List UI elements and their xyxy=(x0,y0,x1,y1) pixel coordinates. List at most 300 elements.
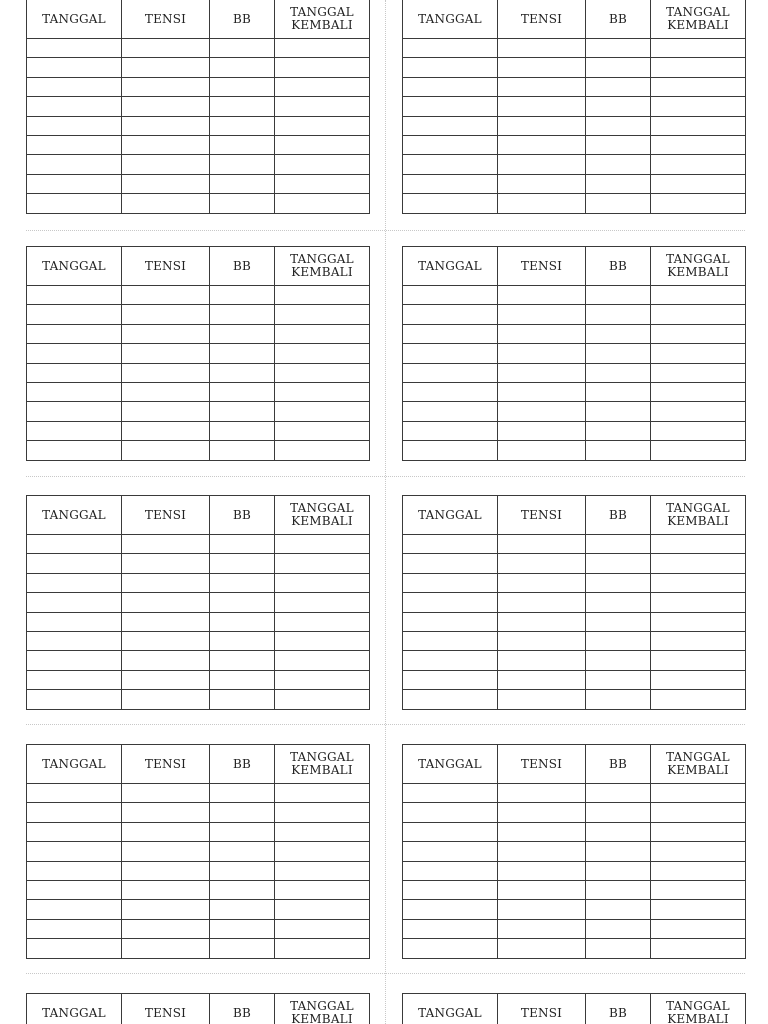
table-cell[interactable] xyxy=(27,690,122,709)
table-cell[interactable] xyxy=(27,919,122,938)
table-cell[interactable] xyxy=(275,651,370,670)
header-tanggal: TANGGAL xyxy=(403,994,498,1024)
table-cell[interactable] xyxy=(403,842,498,861)
table-cell[interactable] xyxy=(275,803,370,822)
table-cell[interactable] xyxy=(27,593,122,612)
table-cell[interactable] xyxy=(498,421,586,440)
table-cell[interactable] xyxy=(651,305,746,324)
table-cell[interactable] xyxy=(122,939,210,958)
table-cell[interactable] xyxy=(403,194,498,213)
table-cell[interactable] xyxy=(27,324,122,343)
table-cell[interactable] xyxy=(651,77,746,96)
table-cell[interactable] xyxy=(651,670,746,689)
table-cell[interactable] xyxy=(210,324,275,343)
table-cell[interactable] xyxy=(498,58,586,77)
table-cell[interactable] xyxy=(210,421,275,440)
table-cell[interactable] xyxy=(498,880,586,899)
table-cell[interactable] xyxy=(210,535,275,554)
table-cell[interactable] xyxy=(210,155,275,174)
table-cell[interactable] xyxy=(210,174,275,193)
table-cell[interactable] xyxy=(586,441,651,460)
table-cell[interactable] xyxy=(122,670,210,689)
table-cell[interactable] xyxy=(403,880,498,899)
table-cell[interactable] xyxy=(403,593,498,612)
table-cell[interactable] xyxy=(27,344,122,363)
table-cell[interactable] xyxy=(498,363,586,382)
table-cell[interactable] xyxy=(403,363,498,382)
table-cell[interactable] xyxy=(210,554,275,573)
table-cell[interactable] xyxy=(498,535,586,554)
table-cell[interactable] xyxy=(651,593,746,612)
table-cell[interactable] xyxy=(122,593,210,612)
table-cell[interactable] xyxy=(586,344,651,363)
table-cell[interactable] xyxy=(27,39,122,58)
table-cell[interactable] xyxy=(498,593,586,612)
table-cell[interactable] xyxy=(498,690,586,709)
table-cell[interactable] xyxy=(651,784,746,803)
table-cell[interactable] xyxy=(275,880,370,899)
table-cell[interactable] xyxy=(27,535,122,554)
table-cell[interactable] xyxy=(498,803,586,822)
table-cell[interactable] xyxy=(275,363,370,382)
table-cell[interactable] xyxy=(403,58,498,77)
table-cell[interactable] xyxy=(651,919,746,938)
table-cell[interactable] xyxy=(210,77,275,96)
table-cell[interactable] xyxy=(498,900,586,919)
table-cell[interactable] xyxy=(122,194,210,213)
table-cell[interactable] xyxy=(651,324,746,343)
table-cell[interactable] xyxy=(122,77,210,96)
table-cell[interactable] xyxy=(122,900,210,919)
table-cell[interactable] xyxy=(651,135,746,154)
table-cell[interactable] xyxy=(122,861,210,880)
table-cell[interactable] xyxy=(27,822,122,841)
table-cell[interactable] xyxy=(498,116,586,135)
table-cell[interactable] xyxy=(498,631,586,650)
table-cell[interactable] xyxy=(403,174,498,193)
table-cell[interactable] xyxy=(586,324,651,343)
table-cell[interactable] xyxy=(651,155,746,174)
table-cell[interactable] xyxy=(210,880,275,899)
table-cell[interactable] xyxy=(498,939,586,958)
table-cell[interactable] xyxy=(122,421,210,440)
table-cell[interactable] xyxy=(498,612,586,631)
table-cell[interactable] xyxy=(275,690,370,709)
table-cell[interactable] xyxy=(122,784,210,803)
table-cell[interactable] xyxy=(403,784,498,803)
table-cell[interactable] xyxy=(210,135,275,154)
table-cell[interactable] xyxy=(275,554,370,573)
table-cell[interactable] xyxy=(27,880,122,899)
table-cell[interactable] xyxy=(498,651,586,670)
table-cell[interactable] xyxy=(651,651,746,670)
table-cell[interactable] xyxy=(275,39,370,58)
table-cell[interactable] xyxy=(27,155,122,174)
table-cell[interactable] xyxy=(210,116,275,135)
table-cell[interactable] xyxy=(275,573,370,592)
table-cell[interactable] xyxy=(210,593,275,612)
table-cell[interactable] xyxy=(27,631,122,650)
table-row xyxy=(27,324,370,343)
table-cell[interactable] xyxy=(586,690,651,709)
table-cell[interactable] xyxy=(586,174,651,193)
table-cell[interactable] xyxy=(586,880,651,899)
table-header-row xyxy=(403,745,746,784)
table-cell[interactable] xyxy=(27,382,122,401)
table-cell[interactable] xyxy=(27,363,122,382)
table-cell[interactable] xyxy=(210,690,275,709)
table-cell[interactable] xyxy=(586,363,651,382)
table-cell[interactable] xyxy=(210,651,275,670)
table-cell[interactable] xyxy=(403,39,498,58)
table-cell[interactable] xyxy=(275,535,370,554)
table-cell[interactable] xyxy=(403,382,498,401)
table-cell[interactable] xyxy=(210,39,275,58)
table-cell[interactable] xyxy=(498,97,586,116)
table-cell[interactable] xyxy=(122,554,210,573)
table-cell[interactable] xyxy=(403,919,498,938)
table-cell[interactable] xyxy=(210,363,275,382)
table-cell[interactable] xyxy=(275,593,370,612)
table-cell[interactable] xyxy=(403,803,498,822)
table-cell[interactable] xyxy=(122,651,210,670)
table-cell[interactable] xyxy=(210,919,275,938)
table-cell[interactable] xyxy=(586,842,651,861)
table-cell[interactable] xyxy=(122,690,210,709)
table-cell[interactable] xyxy=(122,441,210,460)
table-cell[interactable] xyxy=(275,670,370,689)
table-cell[interactable] xyxy=(27,58,122,77)
table-cell[interactable] xyxy=(27,573,122,592)
table-cell[interactable] xyxy=(210,822,275,841)
table-cell[interactable] xyxy=(122,155,210,174)
table-cell[interactable] xyxy=(586,573,651,592)
table-cell[interactable] xyxy=(210,441,275,460)
table-cell[interactable] xyxy=(498,784,586,803)
table-cell[interactable] xyxy=(403,573,498,592)
table-cell[interactable] xyxy=(651,97,746,116)
table-cell[interactable] xyxy=(403,97,498,116)
table-cell[interactable] xyxy=(27,97,122,116)
table-cell[interactable] xyxy=(27,286,122,305)
table-cell[interactable] xyxy=(403,900,498,919)
table-cell[interactable] xyxy=(122,573,210,592)
table-cell[interactable] xyxy=(586,861,651,880)
table-cell[interactable] xyxy=(586,919,651,938)
table-cell[interactable] xyxy=(586,822,651,841)
table-cell[interactable] xyxy=(651,554,746,573)
table-cell[interactable] xyxy=(651,363,746,382)
table-cell[interactable] xyxy=(403,554,498,573)
table-cell[interactable] xyxy=(122,286,210,305)
table-cell[interactable] xyxy=(275,77,370,96)
table-cell[interactable] xyxy=(122,305,210,324)
table-cell[interactable] xyxy=(210,382,275,401)
table-cell[interactable] xyxy=(586,135,651,154)
table-cell[interactable] xyxy=(27,612,122,631)
table-cell[interactable] xyxy=(122,535,210,554)
table-cell[interactable] xyxy=(122,880,210,899)
table-cell[interactable] xyxy=(651,573,746,592)
table-cell[interactable] xyxy=(651,441,746,460)
table-cell[interactable] xyxy=(498,402,586,421)
table-cell[interactable] xyxy=(586,58,651,77)
table-cell[interactable] xyxy=(586,116,651,135)
table-cell[interactable] xyxy=(586,97,651,116)
table-cell[interactable] xyxy=(651,612,746,631)
table-cell[interactable] xyxy=(586,535,651,554)
table-cell[interactable] xyxy=(586,402,651,421)
table-cell[interactable] xyxy=(403,286,498,305)
table-cell[interactable] xyxy=(275,155,370,174)
table-cell[interactable] xyxy=(586,421,651,440)
table-row xyxy=(403,573,746,592)
table-cell[interactable] xyxy=(210,305,275,324)
table-cell[interactable] xyxy=(403,690,498,709)
table-cell[interactable] xyxy=(586,900,651,919)
table-cell[interactable] xyxy=(27,784,122,803)
table-cell[interactable] xyxy=(586,382,651,401)
table-cell[interactable] xyxy=(275,631,370,650)
table-cell[interactable] xyxy=(275,58,370,77)
table-cell[interactable] xyxy=(498,174,586,193)
table-cell[interactable] xyxy=(27,174,122,193)
table-cell[interactable] xyxy=(27,194,122,213)
table-cell[interactable] xyxy=(403,441,498,460)
table-cell[interactable] xyxy=(586,286,651,305)
table-cell[interactable] xyxy=(403,670,498,689)
table-cell[interactable] xyxy=(122,174,210,193)
table-cell[interactable] xyxy=(498,842,586,861)
table-cell[interactable] xyxy=(498,441,586,460)
table-cell[interactable] xyxy=(586,593,651,612)
table-cell[interactable] xyxy=(498,155,586,174)
table-cell[interactable] xyxy=(210,631,275,650)
table-cell[interactable] xyxy=(210,573,275,592)
table-cell[interactable] xyxy=(122,842,210,861)
table-cell[interactable] xyxy=(122,344,210,363)
table-cell[interactable] xyxy=(27,402,122,421)
header-tensi: TENSI xyxy=(498,247,586,286)
table-cell[interactable] xyxy=(210,803,275,822)
table-cell[interactable] xyxy=(651,631,746,650)
table-cell[interactable] xyxy=(27,939,122,958)
table-cell[interactable] xyxy=(498,382,586,401)
table-cell[interactable] xyxy=(122,97,210,116)
table-cell[interactable] xyxy=(403,861,498,880)
table-cell[interactable] xyxy=(403,421,498,440)
table-cell[interactable] xyxy=(498,286,586,305)
table-cell[interactable] xyxy=(651,900,746,919)
table-cell[interactable] xyxy=(651,421,746,440)
table-cell[interactable] xyxy=(586,194,651,213)
table-cell[interactable] xyxy=(275,842,370,861)
table-cell[interactable] xyxy=(403,155,498,174)
table-cell[interactable] xyxy=(27,803,122,822)
table-row xyxy=(27,344,370,363)
table-cell[interactable] xyxy=(403,651,498,670)
table-cell[interactable] xyxy=(122,402,210,421)
table-cell[interactable] xyxy=(403,939,498,958)
table-cell[interactable] xyxy=(498,670,586,689)
table-cell[interactable] xyxy=(651,842,746,861)
table-cell[interactable] xyxy=(122,135,210,154)
table-cell[interactable] xyxy=(586,77,651,96)
table-cell[interactable] xyxy=(27,861,122,880)
table-row xyxy=(403,880,746,899)
table-cell[interactable] xyxy=(210,612,275,631)
table-cell[interactable] xyxy=(122,631,210,650)
table-cell[interactable] xyxy=(586,803,651,822)
table-cell[interactable] xyxy=(275,612,370,631)
record-card xyxy=(26,495,369,710)
table-cell[interactable] xyxy=(586,631,651,650)
table-cell[interactable] xyxy=(122,116,210,135)
table-cell[interactable] xyxy=(651,286,746,305)
table-cell[interactable] xyxy=(498,135,586,154)
table-cell[interactable] xyxy=(403,116,498,135)
table-cell[interactable] xyxy=(498,194,586,213)
table-cell[interactable] xyxy=(27,305,122,324)
table-cell[interactable] xyxy=(651,174,746,193)
table-cell[interactable] xyxy=(651,344,746,363)
table-cell[interactable] xyxy=(122,822,210,841)
table-cell[interactable] xyxy=(586,670,651,689)
table-cell[interactable] xyxy=(586,784,651,803)
table-cell[interactable] xyxy=(651,39,746,58)
table-cell[interactable] xyxy=(651,880,746,899)
table-cell[interactable] xyxy=(651,194,746,213)
table-cell[interactable] xyxy=(122,363,210,382)
table-cell[interactable] xyxy=(651,382,746,401)
table-cell[interactable] xyxy=(403,77,498,96)
table-cell[interactable] xyxy=(651,803,746,822)
table-cell[interactable] xyxy=(122,803,210,822)
table-cell[interactable] xyxy=(122,324,210,343)
table-cell[interactable] xyxy=(586,155,651,174)
table-cell[interactable] xyxy=(651,535,746,554)
table-cell[interactable] xyxy=(27,421,122,440)
table-cell[interactable] xyxy=(651,822,746,841)
table-cell[interactable] xyxy=(27,135,122,154)
table-cell[interactable] xyxy=(275,286,370,305)
table-cell[interactable] xyxy=(586,305,651,324)
table-cell[interactable] xyxy=(27,77,122,96)
table-cell[interactable] xyxy=(498,344,586,363)
table-cell[interactable] xyxy=(275,382,370,401)
table-cell[interactable] xyxy=(498,919,586,938)
record-card xyxy=(26,993,369,1024)
table-cell[interactable] xyxy=(210,784,275,803)
table-cell[interactable] xyxy=(651,58,746,77)
table-cell[interactable] xyxy=(275,97,370,116)
table-cell[interactable] xyxy=(122,382,210,401)
table-cell[interactable] xyxy=(210,194,275,213)
table-cell[interactable] xyxy=(403,324,498,343)
table-cell[interactable] xyxy=(498,573,586,592)
table-cell[interactable] xyxy=(651,861,746,880)
table-cell[interactable] xyxy=(498,861,586,880)
table-cell[interactable] xyxy=(210,97,275,116)
table-cell[interactable] xyxy=(403,305,498,324)
table-cell[interactable] xyxy=(122,919,210,938)
table-cell[interactable] xyxy=(651,116,746,135)
table-cell[interactable] xyxy=(275,861,370,880)
table-cell[interactable] xyxy=(275,324,370,343)
table-cell[interactable] xyxy=(498,554,586,573)
table-cell[interactable] xyxy=(210,861,275,880)
table-cell[interactable] xyxy=(275,441,370,460)
table-cell[interactable] xyxy=(275,784,370,803)
table-cell[interactable] xyxy=(275,822,370,841)
table-cell[interactable] xyxy=(275,421,370,440)
table-cell[interactable] xyxy=(498,39,586,58)
table-cell[interactable] xyxy=(27,441,122,460)
table-cell[interactable] xyxy=(586,39,651,58)
table-cell[interactable] xyxy=(586,612,651,631)
table-cell[interactable] xyxy=(275,135,370,154)
table-cell[interactable] xyxy=(27,670,122,689)
table-cell[interactable] xyxy=(275,919,370,938)
table-cell[interactable] xyxy=(122,612,210,631)
table-cell[interactable] xyxy=(403,402,498,421)
table-cell[interactable] xyxy=(275,939,370,958)
table-cell[interactable] xyxy=(586,939,651,958)
table-cell[interactable] xyxy=(275,305,370,324)
table-cell[interactable] xyxy=(210,842,275,861)
table-cell[interactable] xyxy=(210,58,275,77)
table-cell[interactable] xyxy=(403,135,498,154)
table-cell[interactable] xyxy=(275,116,370,135)
table-cell[interactable] xyxy=(403,535,498,554)
table-cell[interactable] xyxy=(210,939,275,958)
table-cell[interactable] xyxy=(498,324,586,343)
table-cell[interactable] xyxy=(586,554,651,573)
table-cell[interactable] xyxy=(498,77,586,96)
table-cell[interactable] xyxy=(275,194,370,213)
table-cell[interactable] xyxy=(403,631,498,650)
table-cell[interactable] xyxy=(403,344,498,363)
header-bb: BB xyxy=(210,0,275,39)
table-row xyxy=(27,842,370,861)
table-cell[interactable] xyxy=(586,651,651,670)
table-cell[interactable] xyxy=(210,344,275,363)
table-cell[interactable] xyxy=(27,900,122,919)
table-row xyxy=(403,535,746,554)
table-cell[interactable] xyxy=(122,39,210,58)
table-cell[interactable] xyxy=(210,286,275,305)
table-cell[interactable] xyxy=(275,900,370,919)
table-cell[interactable] xyxy=(403,612,498,631)
table-cell[interactable] xyxy=(210,402,275,421)
table-cell[interactable] xyxy=(403,822,498,841)
table-cell[interactable] xyxy=(27,651,122,670)
table-cell[interactable] xyxy=(210,670,275,689)
table-cell[interactable] xyxy=(122,58,210,77)
table-cell[interactable] xyxy=(27,554,122,573)
table-cell[interactable] xyxy=(275,402,370,421)
table-cell[interactable] xyxy=(498,305,586,324)
table-cell[interactable] xyxy=(275,344,370,363)
table-cell[interactable] xyxy=(27,116,122,135)
table-cell[interactable] xyxy=(651,690,746,709)
table-cell[interactable] xyxy=(275,174,370,193)
table-cell[interactable] xyxy=(27,842,122,861)
table-cell[interactable] xyxy=(498,822,586,841)
table-cell[interactable] xyxy=(210,900,275,919)
table-cell[interactable] xyxy=(651,402,746,421)
table-cell[interactable] xyxy=(651,939,746,958)
